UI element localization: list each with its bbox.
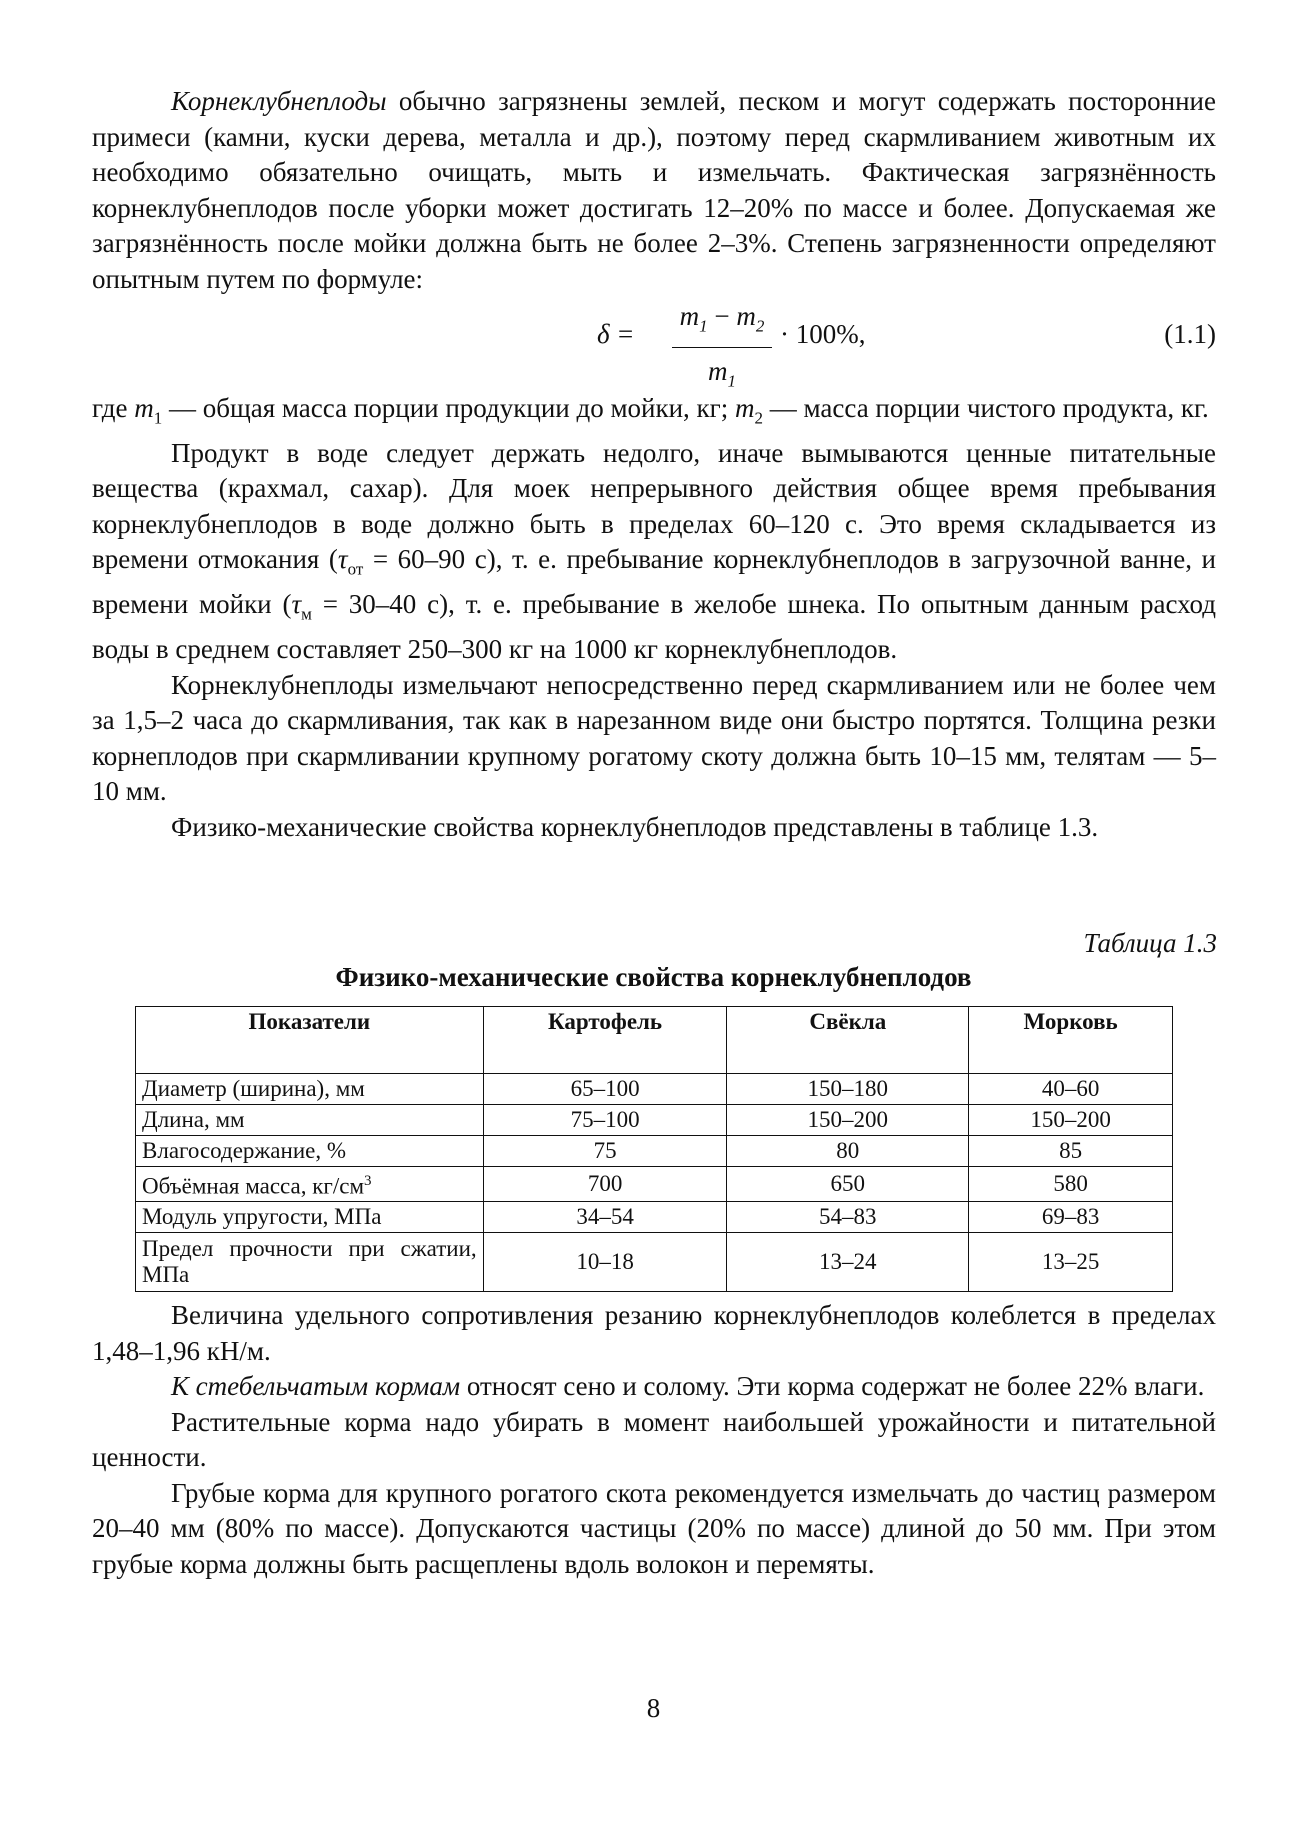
equation-number: (1.1): [1164, 319, 1216, 349]
header-indicators: Показатели: [136, 1007, 484, 1074]
intro-term: Корнеклубнеплоды: [171, 86, 387, 116]
top-text-block: [92, 84, 1216, 845]
formula-1-1: [92, 297, 1216, 391]
table-caption-number: Таблица 1.3: [1083, 928, 1217, 958]
properties-paragraph: Физико-механические свойства корнеклубнеплодов представлены в таблице 1.3.: [171, 811, 1099, 842]
table-row: Влагосодержание, % 75 80 85: [136, 1136, 1173, 1167]
intro-paragraph: [92, 84, 1216, 297]
properties-table: [135, 1006, 1173, 1292]
formula-numerator: $m_1 - m_2$: [672, 297, 772, 348]
where-paragraph: где $m_1$ — общая масса порции продукции до мойки, кг; $m_2$ — масса порции чистого продукта, кг.: [92, 393, 1209, 428]
resistance-paragraph: Величина удельного сопротивления резанию корнеклубнеплодов колеблется в пределах 1,48–1,96 кН/м.: [92, 1300, 1216, 1366]
row-label: Предел прочности при сжатии, МПа: [136, 1232, 484, 1291]
table-row: Диаметр (ширина), мм 65–100 150–180 40–60: [136, 1074, 1173, 1105]
header-potato: Картофель: [483, 1007, 727, 1074]
bottom-text-block: [92, 1298, 1216, 1582]
page-number: 8: [646, 1693, 661, 1723]
row-label: Модуль упругости, МПа: [136, 1201, 484, 1232]
header-beet: Свёкла: [727, 1007, 969, 1074]
row-label: Влагосодержание, %: [136, 1136, 484, 1167]
formula-lhs: δ =: [597, 319, 635, 349]
formula-denominator: $m_1$: [708, 356, 736, 391]
intro-text: обычно загрязнены землей, песком и могут содержать посторонние примеси (камни, куски дерева, металла и др.), поэтому перед скармливанием животным их необходимо обязательно очищать, мыть и измельчать. Фактическая загрязнённость корнеклубнеплодов после уборки может достигать 12–20% по массе и более. Допускаемая же загрязнённость после мойки должна быть не более 2–3%. Степень загрязненности определяют опытным путем по формуле:: [92, 86, 1216, 294]
table-row: Предел прочности при сжатии, МПа 10–18 13–24 13–25: [136, 1232, 1173, 1291]
row-label: Диаметр (ширина), мм: [136, 1074, 484, 1105]
header-carrot: Морковь: [969, 1007, 1173, 1074]
harvest-paragraph: Растительные корма надо убирать в момент наибольшей урожайности и питательной ценности.: [92, 1406, 1216, 1472]
table-row: Объёмная масса, $кг/см^3$ 700 650 580: [136, 1167, 1173, 1202]
table-row: Длина, мм 75–100 150–200 150–200: [136, 1105, 1173, 1136]
water-paragraph: Продукт в воде следует держать недолго, иначе вымываются ценные питательные вещества (крахмал, сахар). Для моек непрерывного действия общее время пребывания корнеклубнеплодов в воде должно быть в пределах 60–120 с. Это время складывается из времени отмокания ($\tau_{от} = 60-90$ с), т. е. пребывание корнеклубнеплодов в загрузочной ванне, и времени мойки ($\tau_м = 30-40$ с), т. е. пребывание в желобе шнека. По опытным данным расход воды в среднем составляет 250–300 кг на 1000 кг корнеклубнеплодов.: [92, 437, 1217, 665]
cutting-paragraph: Корнеклубнеплоды измельчают непосредственно перед скармливанием или не более чем за 1,5–2 часа до скармливания, так как в нарезанном виде они быстро портятся. Толщина резки корнеплодов при скармливании крупному рогатому скоту должна быть 10–15 мм, телятам — 5–10 мм.: [92, 669, 1216, 807]
stem-feed-paragraph: К стебельчатым кормам относят сено и солому. Эти корма содержат не более 22% влаги.: [171, 1371, 1205, 1401]
row-label: Длина, мм: [136, 1105, 484, 1136]
table-header-row: [136, 1007, 1173, 1074]
formula-fraction: [672, 297, 772, 405]
formula-rhs: · 100%,: [780, 319, 866, 349]
table-title: Физико-механические свойства корнеклубнеплодов: [335, 962, 972, 992]
row-label: Объёмная масса, $кг/см^3$: [136, 1167, 484, 1202]
rough-feed-paragraph: Грубые корма для крупного рогатого скота рекомендуется измельчать до частиц размером 20–40 мм (80% по массе). Допускаются частицы (20% по массе) длиной до 50 мм. При этом грубые корма должны быть расщеплены вдоль волокон и перемяты.: [92, 1477, 1216, 1579]
table-row: Модуль упругости, МПа 34–54 54–83 69–83: [136, 1201, 1173, 1232]
